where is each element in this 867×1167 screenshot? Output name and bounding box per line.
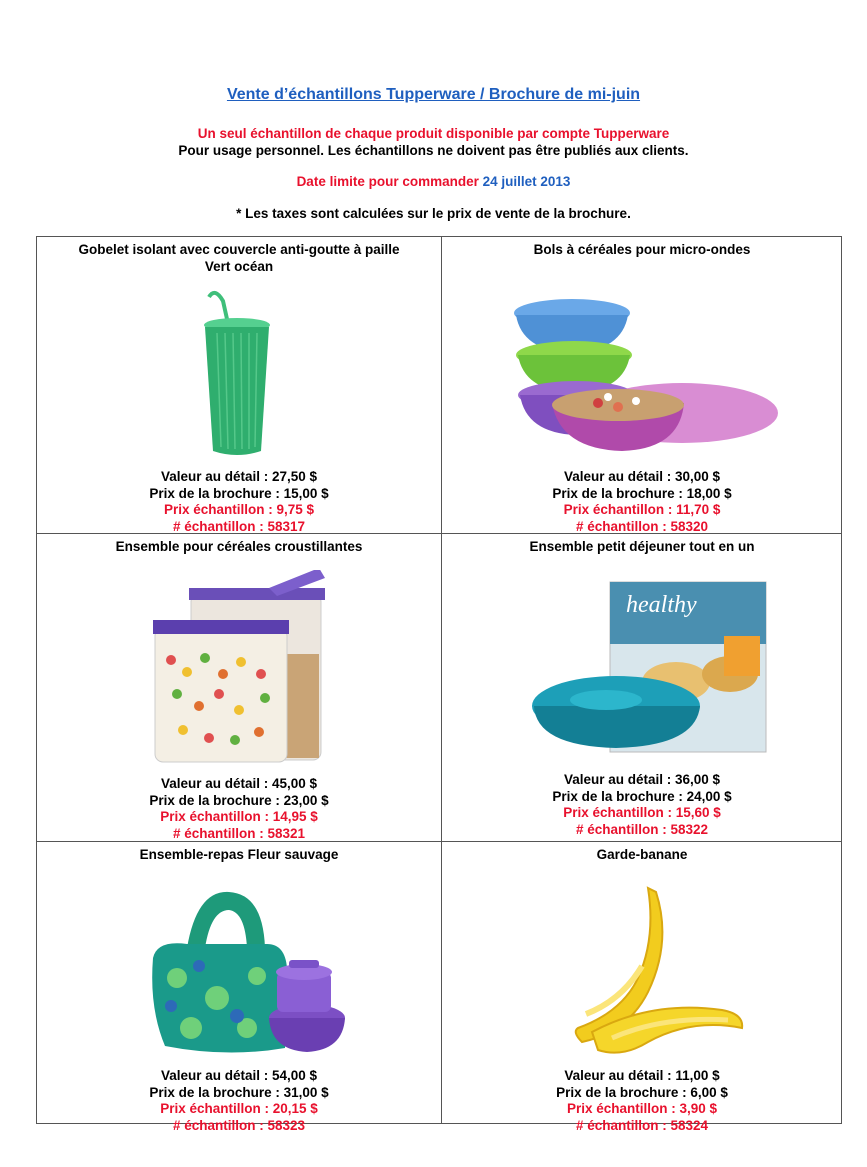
product-name-line: Ensemble pour céréales croustillantes <box>115 539 363 554</box>
brochure-price: Prix de la brochure : 31,00 $ <box>149 1084 329 1100</box>
price-block <box>37 1068 441 1134</box>
product-name-line: Ensemble petit déjeuner tout en un <box>529 539 755 554</box>
retail-value: Valeur au détail : 36,00 $ <box>563 772 721 787</box>
product-name-line: Ensemble-repas Fleur sauvage <box>139 847 339 862</box>
product-cell <box>442 534 842 841</box>
sample-number: # échantillon : 58321 <box>172 825 306 841</box>
banana-keeper-image <box>552 882 752 1062</box>
sample-price: Prix échantillon : 11,70 $ <box>563 502 721 517</box>
product-cell <box>37 842 441 1133</box>
product-name <box>37 241 441 275</box>
product-cell <box>442 842 842 1133</box>
sample-price: Prix échantillon : 20,15 $ <box>160 1101 318 1116</box>
sample-price: Prix échantillon : 14,95 $ <box>160 809 318 824</box>
brochure-price: Prix de la brochure : 24,00 $ <box>552 788 732 804</box>
cereal-bowls-image <box>512 293 782 463</box>
availability-note: Un seul échantillon de chaque produit disponible par compte Tupperware <box>197 126 670 141</box>
retail-value: Valeur au détail : 27,50 $ <box>160 469 318 484</box>
product-cell <box>442 237 842 533</box>
price-block <box>442 469 842 535</box>
brochure-price: Prix de la brochure : 23,00 $ <box>149 792 329 808</box>
product-cell <box>37 237 441 533</box>
usage-note: Pour usage personnel. Les échantillons ne doivent pas être publiés aux clients. <box>178 143 689 158</box>
sample-number: # échantillon : 58317 <box>172 518 306 534</box>
product-name <box>37 538 441 555</box>
product-name <box>37 846 441 863</box>
product-name-line: Bols à céréales pour micro-ondes <box>533 242 751 257</box>
product-name <box>442 241 842 258</box>
retail-value: Valeur au détail : 30,00 $ <box>563 469 721 484</box>
retail-value: Valeur au détail : 11,00 $ <box>564 1068 720 1083</box>
deadline-line <box>0 174 867 189</box>
price-block <box>37 469 441 535</box>
cereal-containers-image <box>149 570 339 766</box>
sample-number: # échantillon : 58320 <box>575 518 709 534</box>
retail-value: Valeur au détail : 54,00 $ <box>160 1068 318 1083</box>
product-name-line: Garde-banane <box>596 847 688 862</box>
price-block <box>442 1068 842 1134</box>
sample-price: Prix échantillon : 9,75 $ <box>163 502 315 517</box>
price-block <box>37 776 441 842</box>
product-name <box>442 538 842 555</box>
retail-value: Valeur au détail : 45,00 $ <box>160 776 318 791</box>
product-name <box>442 846 842 863</box>
sample-number: # échantillon : 58324 <box>575 1117 709 1133</box>
breakfast-set-image <box>526 578 776 768</box>
deadline-date: 24 juillet 2013 <box>482 174 571 189</box>
product-name-line: Vert océan <box>204 259 274 274</box>
sample-price: Prix échantillon : 15,60 $ <box>563 805 721 820</box>
page-title: Vente d’échantillons Tupperware / Brochure de mi-juin <box>226 86 641 103</box>
sample-number: # échantillon : 58323 <box>172 1117 306 1133</box>
brochure-price: Prix de la brochure : 18,00 $ <box>552 485 732 501</box>
brochure-price: Prix de la brochure : 15,00 $ <box>149 485 329 501</box>
brochure-price: Prix de la brochure : 6,00 $ <box>556 1084 728 1100</box>
product-cell <box>37 534 441 841</box>
book-title-text: healthy <box>626 592 697 618</box>
price-block <box>442 772 842 838</box>
deadline-label: Date limite pour commander <box>296 174 479 189</box>
product-name-line: Gobelet isolant avec couvercle anti-goutte à paille <box>78 242 400 257</box>
sample-price: Prix échantillon : 3,90 $ <box>566 1101 718 1116</box>
product-table <box>36 236 842 1133</box>
green-tumbler-image <box>187 289 287 459</box>
lunch-bag-set-image <box>147 888 347 1058</box>
sample-number: # échantillon : 58322 <box>575 821 709 837</box>
tax-note: * Les taxes sont calculées sur le prix de vente de la brochure. <box>236 206 631 221</box>
